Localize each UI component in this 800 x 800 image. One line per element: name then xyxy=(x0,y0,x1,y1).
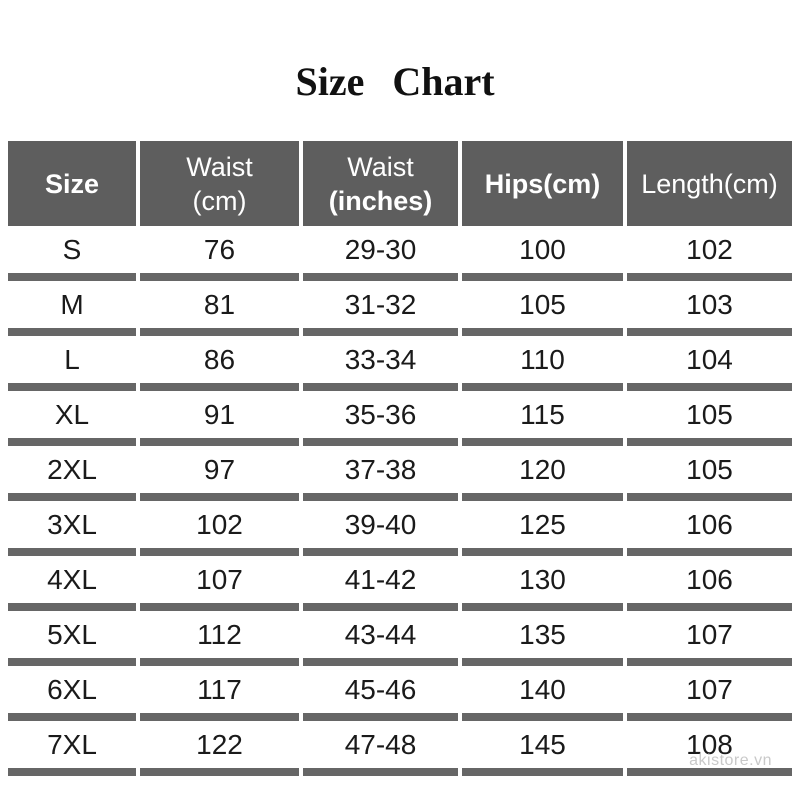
row-divider xyxy=(140,438,299,446)
row-divider xyxy=(8,768,136,776)
table-cell: 31-32 xyxy=(344,288,417,320)
row-divider xyxy=(627,548,792,556)
table-cell: 33-34 xyxy=(344,343,417,375)
row-divider xyxy=(303,603,458,611)
row-divider xyxy=(8,383,136,391)
table-cell: 120 xyxy=(519,453,566,485)
table-cell: 140 xyxy=(519,673,566,705)
table-cell: 45-46 xyxy=(344,673,417,705)
row-divider xyxy=(140,493,299,501)
table-cell: 37-38 xyxy=(344,453,417,485)
row-divider xyxy=(140,328,299,336)
row-divider xyxy=(140,713,299,721)
table-cell: 4XL xyxy=(47,563,97,595)
row-divider xyxy=(303,273,458,281)
row-divider xyxy=(140,603,299,611)
row-divider xyxy=(627,713,792,721)
watermark: akistore.vn xyxy=(689,752,772,769)
table-cell: 110 xyxy=(520,343,565,375)
row-divider xyxy=(8,493,136,501)
row-divider xyxy=(303,383,458,391)
row-divider xyxy=(627,383,792,391)
table-cell: 105 xyxy=(686,398,733,430)
table-cell: 100 xyxy=(519,233,566,265)
row-divider xyxy=(462,548,623,556)
row-divider xyxy=(627,658,792,666)
table-cell: 145 xyxy=(519,728,566,760)
row-divider xyxy=(303,768,458,776)
table-cell: 7XL xyxy=(47,728,97,760)
row-divider xyxy=(627,273,792,281)
row-divider xyxy=(627,328,792,336)
table-cell: 117 xyxy=(197,673,242,705)
row-divider xyxy=(140,658,299,666)
row-divider xyxy=(8,713,136,721)
header-length: Length(cm) xyxy=(627,141,792,226)
table-cell: 76 xyxy=(203,233,236,265)
table-cell: M xyxy=(60,288,84,320)
row-divider xyxy=(8,328,136,336)
table-cell: 105 xyxy=(519,288,566,320)
table-cell: 47-48 xyxy=(344,728,417,760)
table-cell: 106 xyxy=(686,563,733,595)
header-waist-inches: Waist (inches) xyxy=(303,141,458,226)
table-cell: 6XL xyxy=(47,673,97,705)
table-cell: 107 xyxy=(686,618,733,650)
row-divider xyxy=(303,548,458,556)
table-cell: 41-42 xyxy=(344,563,417,595)
table-cell: 35-36 xyxy=(344,398,417,430)
table-cell: 91 xyxy=(203,398,236,430)
table-cell: 3XL xyxy=(47,508,97,540)
row-divider xyxy=(8,603,136,611)
table-cell: 112 xyxy=(197,618,242,650)
table-cell: 102 xyxy=(196,508,243,540)
table-cell: 102 xyxy=(686,233,733,265)
table-cell: 5XL xyxy=(47,618,97,650)
row-divider xyxy=(462,603,623,611)
row-divider xyxy=(8,548,136,556)
table-cell: L xyxy=(64,343,80,375)
table-cell: 2XL xyxy=(47,453,97,485)
row-divider xyxy=(627,493,792,501)
row-divider xyxy=(8,658,136,666)
table-cell: 125 xyxy=(519,508,566,540)
header-waist-cm: Waist (cm) xyxy=(140,141,299,226)
row-divider xyxy=(627,603,792,611)
header-hips: Hips(cm) xyxy=(462,141,623,226)
row-divider xyxy=(140,383,299,391)
table-cell: 115 xyxy=(520,398,565,430)
row-divider xyxy=(140,548,299,556)
table-cell: 106 xyxy=(686,508,733,540)
header-size: Size xyxy=(8,141,136,226)
table-cell: 39-40 xyxy=(344,508,417,540)
table-cell: 105 xyxy=(686,453,733,485)
row-divider xyxy=(462,493,623,501)
row-divider xyxy=(303,438,458,446)
table-cell: S xyxy=(62,233,82,265)
row-divider xyxy=(8,273,136,281)
row-divider xyxy=(140,273,299,281)
table-cell: 29-30 xyxy=(344,233,417,265)
row-divider xyxy=(462,768,623,776)
table-cell: 122 xyxy=(196,728,243,760)
table-cell: 97 xyxy=(203,453,236,485)
row-divider xyxy=(140,768,299,776)
table-cell: 107 xyxy=(196,563,243,595)
table-cell: 130 xyxy=(519,563,566,595)
table-cell: 135 xyxy=(519,618,566,650)
row-divider xyxy=(462,328,623,336)
table-cell: 103 xyxy=(686,288,733,320)
table-cell: 86 xyxy=(203,343,236,375)
table-cell: 107 xyxy=(686,673,733,705)
table-cell: XL xyxy=(54,398,90,430)
row-divider xyxy=(303,713,458,721)
row-divider xyxy=(303,658,458,666)
row-divider xyxy=(462,658,623,666)
table-cell: 104 xyxy=(686,343,733,375)
row-divider xyxy=(627,438,792,446)
chart-title: Size Chart xyxy=(295,59,495,104)
row-divider xyxy=(462,273,623,281)
row-divider xyxy=(303,493,458,501)
row-divider xyxy=(303,328,458,336)
row-divider xyxy=(462,383,623,391)
row-divider xyxy=(8,438,136,446)
table-cell: 81 xyxy=(203,288,236,320)
table-cell: 43-44 xyxy=(344,618,417,650)
table-cell: 108 xyxy=(686,728,733,760)
row-divider xyxy=(462,438,623,446)
row-divider xyxy=(462,713,623,721)
